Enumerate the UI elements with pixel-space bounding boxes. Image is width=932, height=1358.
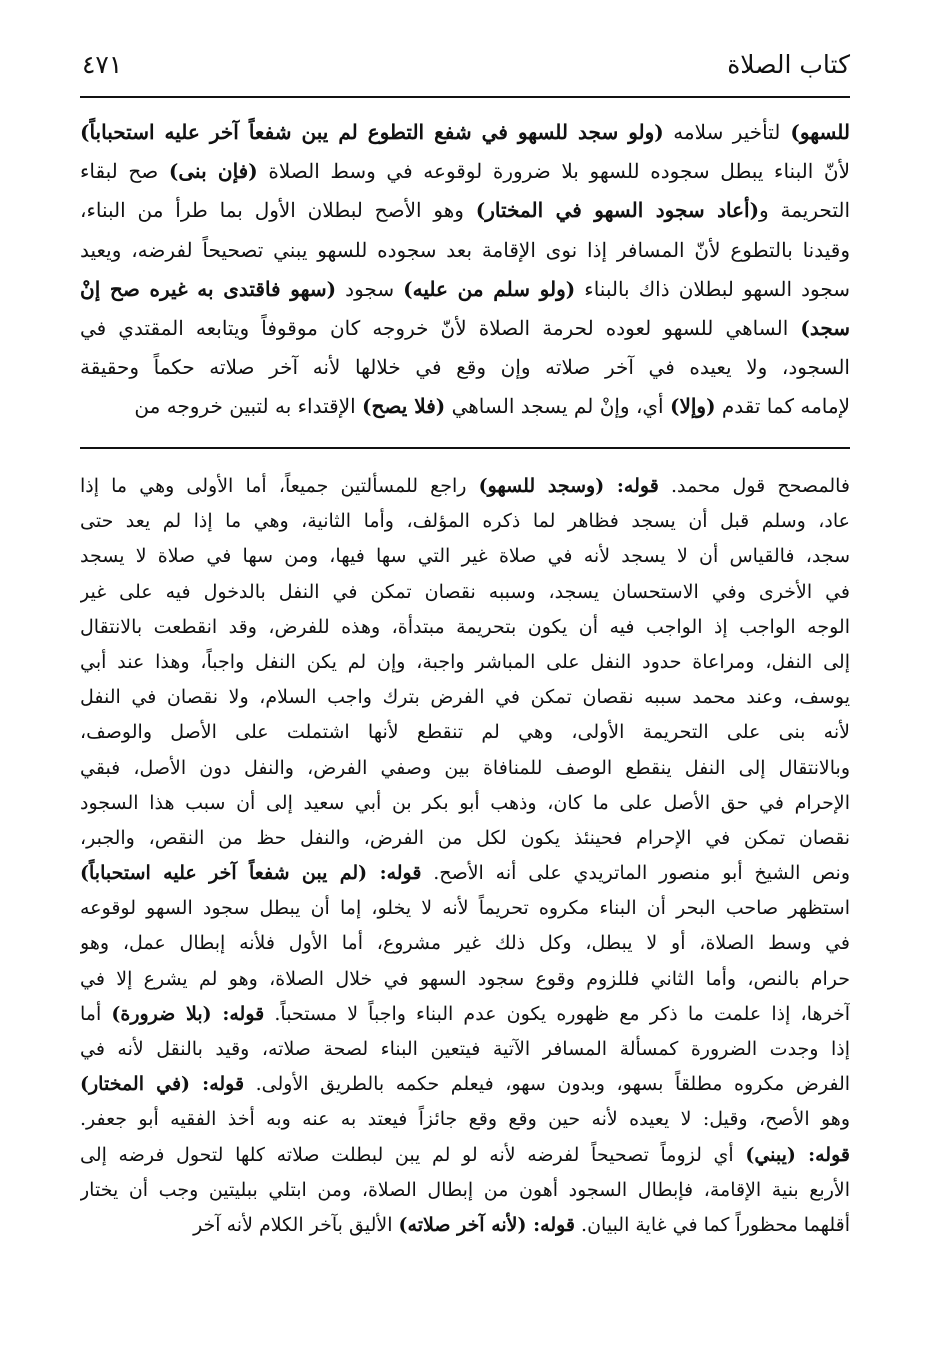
bold-text-segment: قوله: (في المختار) bbox=[80, 1073, 245, 1096]
text-segment: سجد، فالقياس أن لا يسجد لأنه في صلاة غير التي سها فيها، ومن سها في صلاة لا يسجد bbox=[80, 545, 850, 568]
bold-text-segment: (ولو سجد للسهو في شفع التطوع لم يبن شفعاً آخر عليه استحباباً) bbox=[80, 120, 664, 144]
text-segment: الفرض مكروه مطلقاً بسهو، وبدون سهو، فيعلم حكمه بالطريق الأولى. bbox=[244, 1073, 850, 1096]
commentary-line bbox=[80, 821, 850, 856]
commentary-line bbox=[80, 469, 850, 504]
main-text-line bbox=[80, 231, 850, 270]
text-segment: الساهي للسهو لعوده لحرمة الصلاة لأنّ خروجه كان موقوفاً ويتابعه المقتدي في bbox=[80, 315, 801, 340]
text-segment: أي، وإنْ لم يسجد الساهي bbox=[445, 394, 670, 419]
bold-text-segment: (ولو سلم من عليه) bbox=[403, 276, 576, 301]
commentary-line bbox=[80, 856, 850, 891]
text-segment: التحريمة و bbox=[759, 198, 850, 223]
main-text-line bbox=[80, 152, 850, 191]
commentary-line bbox=[80, 575, 850, 610]
text-segment: ونص الشيخ أبو منصور الماتريدي على أنه الأصح. bbox=[421, 862, 850, 885]
bold-text-segment: قوله: (لأنه آخر صلاته) bbox=[398, 1213, 576, 1236]
commentary-line bbox=[80, 997, 850, 1032]
commentary-line bbox=[80, 1173, 850, 1208]
text-segment: في الأخرى وفي الاستحسان يسجد، وسببه نقصان تمكن في النفل بالدخول فيه على غير bbox=[80, 580, 850, 603]
text-segment: لإمامه كما تقدم bbox=[715, 394, 850, 419]
text-segment: أقلهما محظوراً كما في غاية البيان. bbox=[575, 1213, 850, 1236]
text-segment: وهو الأصح، وقيل: لا يعيده لأنه حين وقع وقع جائزاً فيعتد به عنه وبه أخذ الفقيه أبو جعفر. bbox=[80, 1108, 850, 1131]
bold-text-segment: (أعاد سجود السهو في المختار) bbox=[475, 198, 760, 223]
text-segment: أما bbox=[80, 1002, 112, 1025]
page-number: ٤٧١ bbox=[82, 50, 123, 79]
commentary-line bbox=[80, 962, 850, 997]
commentary-line bbox=[80, 1138, 850, 1173]
commentary-separator-rule bbox=[80, 447, 850, 449]
commentary-line bbox=[80, 645, 850, 680]
main-text-line bbox=[80, 309, 850, 348]
commentary-line bbox=[80, 786, 850, 821]
bold-text-segment: سجد) bbox=[800, 315, 850, 340]
commentary-line bbox=[80, 1208, 850, 1243]
text-segment: الأربع بنية الإقامة، فإبطال السجود أهون من إبطال الصلاة، ومن ابتلي ببليتين وجب أن يختار bbox=[80, 1178, 850, 1201]
commentary-line bbox=[80, 751, 850, 786]
bold-text-segment: قوله: (لم يبن شفعاً آخر عليه استحباباً) bbox=[80, 862, 422, 885]
bold-text-segment: قوله: (بلا ضرورة) bbox=[111, 1002, 265, 1025]
commentary-line bbox=[80, 539, 850, 574]
text-segment: صح لبقاء bbox=[80, 159, 169, 184]
text-segment: إلى النفل، ومراعاة حدود النفل على المباشر واجبة، وإن لم يكن النفل واجباً، وهذا عند أبي bbox=[80, 650, 850, 673]
text-segment: لتأخير سلامه bbox=[663, 120, 781, 144]
text-segment: وقيدنا بالتطوع لأنّ المسافر إذا نوى الإقامة بعد سجوده للسهو يبني تصحيحاً لفرضه، ويعيد bbox=[80, 237, 850, 262]
text-segment: وبالانتقال إلى النفل ينقطع الوصف للمنافاة بين وصفي الفرض، والنفل دون الأصل، فبقي bbox=[80, 756, 850, 779]
text-segment: لأنه بنى على التحريمة الأولى، وهي لم تنقطع لأنها اشتملت على الأصل والوصف، bbox=[80, 721, 850, 744]
bold-text-segment: (فلا يصح) bbox=[362, 394, 446, 419]
commentary-line bbox=[80, 715, 850, 750]
bold-text-segment: قوله: (وسجد للسهو) bbox=[478, 475, 659, 497]
bold-text-segment: للسهو) bbox=[780, 120, 850, 144]
text-segment: فالمصحح قول محمد. bbox=[658, 475, 850, 497]
text-segment: في وسط الصلاة، أو لا يبطل، وكل ذلك غير مشروع، أما الأول فلأنه إبطال عمل، وهو bbox=[80, 932, 850, 955]
text-segment: إذا وجدت الضرورة كمسألة المسافر الآتية فيتعين البناء لصحة صلاته، وقيد بالنقل لأنه في bbox=[80, 1038, 850, 1060]
commentary-line bbox=[80, 610, 850, 645]
text-segment: يوسف، وعند محمد سببه نقصان تمكن في الفرض بترك واجب السلام، ولا نقصان في النفل bbox=[80, 686, 850, 709]
text-segment: عاد، وسلم قبل أن يسجد فظاهر لما ذكره المؤلف، وأما الثانية، وهي ما إذا لم يعد حتى bbox=[80, 510, 850, 533]
bold-text-segment: (سهو فاقتدى به غيره صح إنْ bbox=[80, 276, 337, 301]
page-header bbox=[80, 48, 850, 92]
text-segment: سجود السهو لبطلان ذاك بالبناء bbox=[575, 276, 850, 301]
text-segment: نقصان تمكن في الإحرام فحينئذ يكون لكل من الفرض، والنفل حظ من النقص، والجبر، bbox=[80, 826, 850, 849]
commentary-line bbox=[80, 680, 850, 715]
commentary-line bbox=[80, 1032, 850, 1067]
bold-text-segment: قوله: (يبني) bbox=[745, 1143, 850, 1166]
text-segment: الأليق بآخر الكلام لأنه آخر bbox=[193, 1213, 399, 1236]
text-segment: الإحرام في حق الأصل على ما كان، وذهب أبو بكر بن أبي سعيد إلى أن سبب هذا السجود bbox=[80, 791, 850, 814]
main-text-line bbox=[80, 113, 850, 152]
commentary-line bbox=[80, 891, 850, 926]
main-text-line bbox=[80, 270, 850, 309]
text-segment: حرام بالنص، وأما الثاني فللزوم وقوع سجود السهو في خلال الصلاة، وهو لم يشرع إلا في bbox=[80, 967, 850, 990]
commentary-line bbox=[80, 504, 850, 539]
bold-text-segment: (فإن بنى) bbox=[168, 159, 258, 184]
commentary-line bbox=[80, 926, 850, 961]
text-segment: الوجه الواجب إذ الواجب فيه أن يكون بتحريمة مبتدأة، وهذه للفرض، وقد انقطعت بالانتقال bbox=[80, 615, 850, 638]
main-text-line bbox=[80, 191, 850, 230]
commentary-line bbox=[80, 1102, 850, 1137]
text-segment: أي لزوماً تصحيحاً لفرضه لأنه لو لم يبن لبطلت صلاته كلها لتحول فرضه إلى bbox=[80, 1143, 746, 1166]
text-segment: راجع للمسألتين جميعاً، أما الأولى وهي ما إذا bbox=[80, 475, 479, 497]
commentary-text-block bbox=[80, 469, 850, 1243]
text-segment: استظهر صاحب البحر أن البناء مكروه تحريماً لأنه لا يخلو، إما أن يبطل سجود السهو لوقوعه bbox=[80, 897, 850, 920]
header-rule bbox=[80, 96, 850, 98]
text-segment: سجود bbox=[336, 276, 404, 301]
running-title: كتاب الصلاة bbox=[727, 50, 850, 79]
text-segment: لأنّ البناء يبطل سجوده للسهو بلا ضرورة لوقوعه في وسط الصلاة bbox=[257, 159, 850, 184]
commentary-line bbox=[80, 1067, 850, 1102]
main-text-line bbox=[80, 348, 850, 387]
text-segment: وهو الأصح لبطلان الأول بما طرأ من البناء، bbox=[80, 198, 476, 223]
main-text-line bbox=[80, 387, 850, 426]
bold-text-segment: (وإلا) bbox=[669, 394, 716, 419]
text-segment: السجود، ولا يعيده في آخر صلاته وإن وقع في خلالها لأنه آخر صلاته حكماً وحقيقة bbox=[80, 355, 850, 380]
main-text-block bbox=[80, 113, 850, 427]
text-segment: الإقتداء به لتبين خروجه من bbox=[134, 394, 363, 419]
text-segment: آخرها، إذا علمت ما ذكر مع ظهوره يكون عدم البناء واجباً لا مستحباً. bbox=[264, 1002, 850, 1025]
